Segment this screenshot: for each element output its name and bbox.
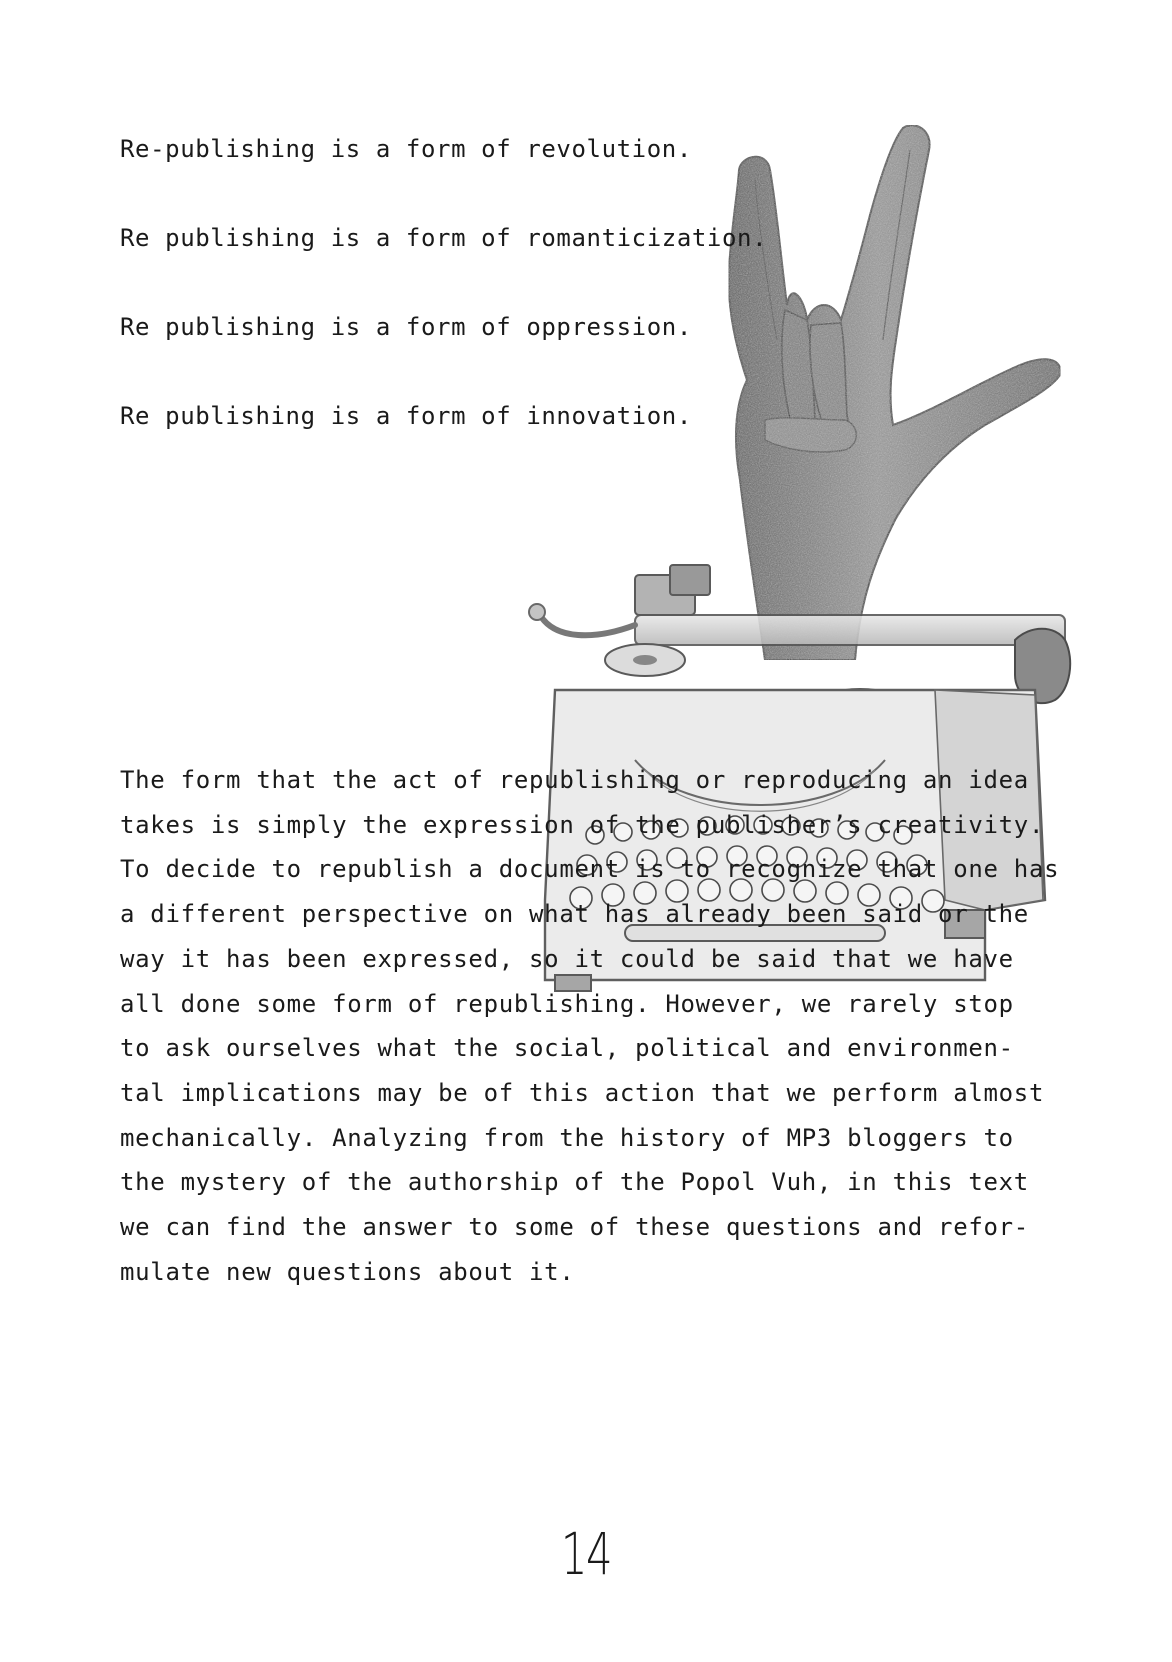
body-line: a different perspective on what has already been said or the	[120, 900, 1029, 929]
statement-revolution: Re-publishing is a form of revolution.	[120, 135, 692, 163]
statement-list	[120, 132, 820, 488]
body-line: all done some form of republishing. However, we rarely stop	[120, 989, 1014, 1018]
body-line: mechanically. Analyzing from the history of MP3 bloggers to	[120, 1123, 1014, 1152]
body-line: to ask ourselves what the social, political and environmen-	[120, 1034, 1014, 1063]
body-line: mulate new questions about it.	[120, 1257, 575, 1286]
body-line: To decide to republish a document is to recognize that one has	[120, 855, 1060, 884]
body-line: tal implications may be of this action that we perform almost	[120, 1078, 1045, 1107]
body-paragraph	[120, 758, 1080, 1294]
body-line: the mystery of the authorship of the Popol Vuh, in this text	[120, 1168, 1029, 1197]
body-line: takes is simply the expression of the publisher’s creativity.	[120, 810, 1045, 839]
body-line: we can find the answer to some of these questions and refor-	[120, 1213, 1029, 1242]
body-line: The form that the act of republishing or reproducing an idea	[120, 766, 1029, 794]
statement-romanticization: Re publishing is a form of romanticization.	[120, 224, 768, 252]
body-line: way it has been expressed, so it could be said that we have	[120, 944, 1014, 973]
statement-innovation: Re publishing is a form of innovation.	[120, 402, 692, 430]
statement-oppression: Re publishing is a form of oppression.	[120, 313, 692, 341]
page-number: 14	[560, 1520, 612, 1588]
